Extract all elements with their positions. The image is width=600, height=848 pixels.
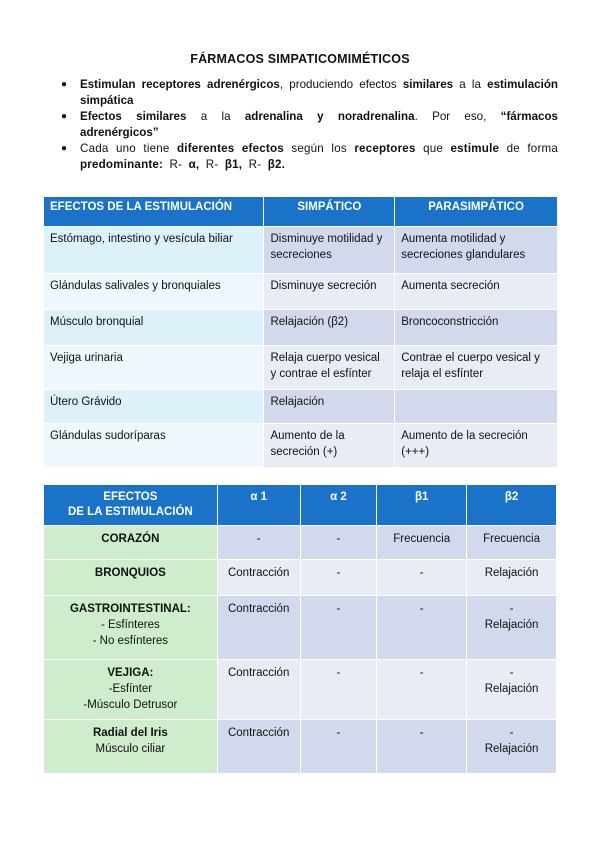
bullet-text: . Por eso, [414, 110, 501, 123]
page-title: FÁRMACOS SIMPATICOMIMÉTICOS [190, 52, 410, 66]
table-cell: Relajación (β2) [264, 310, 395, 346]
table-cell: Contracción [217, 596, 300, 660]
cell-line: Relajación [484, 619, 539, 631]
bullet-text: que [415, 142, 451, 155]
row-label-cell [44, 526, 218, 560]
receptor-effects-table [43, 484, 557, 774]
cell-line: Relajación [484, 683, 539, 695]
row-label: GASTROINTESTINAL: [69, 603, 191, 615]
table-cell: Contrae el cuerpo vesical y relaja el esfínter [395, 346, 558, 390]
table-cell: - [300, 526, 377, 560]
table-cell: - [300, 660, 377, 720]
table-row [44, 310, 558, 346]
bullet-text: Cada uno tiene [80, 142, 178, 155]
table-cell: Disminuye motilidad y secreciones [264, 227, 395, 274]
table-cell: Frecuencia [467, 526, 557, 560]
table-row [44, 274, 558, 310]
table-row [44, 424, 558, 468]
table-cell: Glándulas sudoríparas [44, 424, 264, 468]
table-cell [467, 720, 557, 774]
bullet-dot-icon: ● [61, 79, 68, 90]
table-cell: - [377, 560, 467, 596]
table-cell: Contracción [217, 720, 300, 774]
row-sublabel: Músculo ciliar [95, 743, 166, 755]
row-label-cell [44, 720, 218, 774]
table-cell: Aumenta motilidad y secreciones glandulares [395, 227, 558, 274]
bullet-item [58, 109, 558, 140]
bullet-text-bold: Estimulan receptores adrenérgicos [80, 78, 280, 91]
table-cell: Broncoconstricción [395, 310, 558, 346]
table-cell: Aumenta secreción [395, 274, 558, 310]
column-header: β1 [377, 485, 467, 526]
column-header: α 1 [217, 485, 300, 526]
row-sublabel: - Esfínteres [100, 619, 160, 631]
table-cell [467, 596, 557, 660]
row-label: CORAZÓN [101, 533, 160, 545]
row-label: BRONQUIOS [94, 567, 166, 579]
bullet-text-bold: β1, [224, 157, 249, 171]
column-header-line: EFECTOS [103, 491, 158, 503]
row-sublabel: -Músculo Detrusor [83, 699, 178, 711]
row-sublabel: - No esfínteres [92, 635, 169, 647]
row-label-cell [44, 560, 218, 596]
bullet-text: , produciendo efectos [279, 78, 403, 91]
table-cell: Frecuencia [377, 526, 467, 560]
bullet-text-bold: receptores [354, 142, 416, 155]
bullet-text: de forma [499, 142, 559, 155]
table-row [44, 660, 557, 720]
table-header-row [44, 197, 558, 227]
bullet-item [58, 77, 558, 108]
table-cell: Vejiga urinaria [44, 346, 264, 390]
bullet-text: según los [283, 142, 355, 155]
table-cell: Estómago, intestino y vesícula biliar [44, 227, 264, 274]
column-header: β2 [467, 485, 557, 526]
column-header: α 2 [300, 485, 377, 526]
cell-line: - [509, 727, 514, 739]
bullet-text: a la [186, 110, 245, 123]
bullet-text-bold: Efectos similares [80, 110, 187, 123]
bullet-list [58, 77, 558, 173]
row-label: VEJIGA: [107, 667, 154, 679]
bullet-text-bold: adrenalina y noradrenalina [244, 110, 415, 123]
table-cell [467, 660, 557, 720]
table-row [44, 227, 558, 274]
table-cell: Útero Grávido [44, 390, 264, 424]
row-label-cell [44, 660, 218, 720]
table-cell: Aumento de la secreción (+) [264, 424, 395, 468]
table-cell: Relajación [467, 560, 557, 596]
table-cell: Relaja cuerpo vesical y contrae el esfínter [264, 346, 395, 390]
column-header [44, 485, 218, 526]
column-header: SIMPÁTICO [264, 197, 395, 227]
row-label: Radial del Iris [92, 727, 168, 739]
table-cell: Aumento de la secreción (+++) [395, 424, 558, 468]
row-label-cell [44, 596, 218, 660]
table-cell: - [300, 596, 377, 660]
bullet-item [58, 141, 558, 172]
autonomic-effects-table [43, 196, 558, 468]
column-header: PARASIMPÁTICO [395, 197, 558, 227]
bullet-text-bold: α, [188, 157, 206, 171]
row-sublabel: -Esfínter [108, 683, 153, 695]
bullet-text: R- [163, 157, 189, 171]
bullet-dot-icon: ● [61, 143, 68, 154]
table-cell: Músculo bronquial [44, 310, 264, 346]
bullet-text-bold: estimule [450, 142, 500, 155]
table-cell: Disminuye secreción [264, 274, 395, 310]
table-cell: Relajación [264, 390, 395, 424]
bullet-text-bold: similares [402, 78, 454, 91]
table-cell: Contracción [217, 660, 300, 720]
table-cell: - [217, 526, 300, 560]
table-row [44, 390, 558, 424]
bullet-text: a la [453, 78, 488, 91]
table-cell: - [300, 560, 377, 596]
cell-line: Relajación [484, 743, 539, 755]
bullet-text: R- [205, 157, 225, 171]
column-header: EFECTOS DE LA ESTIMULACIÓN [44, 197, 264, 227]
table-cell: Contracción [217, 560, 300, 596]
table-row [44, 596, 557, 660]
cell-line: - [509, 667, 514, 679]
bullet-dot-icon: ● [61, 111, 68, 122]
table-cell: - [377, 596, 467, 660]
table-cell: Glándulas salivales y bronquiales [44, 274, 264, 310]
table-row [44, 346, 558, 390]
cell-line: - [509, 603, 514, 615]
column-header-line: DE LA ESTIMULACIÓN [67, 506, 193, 518]
table-cell: - [377, 720, 467, 774]
table-cell: - [377, 660, 467, 720]
table-cell: - [300, 720, 377, 774]
bullet-text-bold: estimulación simpática [80, 78, 558, 107]
bullet-text-bold: “fármacos adrenérgicos” [80, 110, 558, 139]
bullet-text-bold: predominante: [80, 157, 164, 171]
bullet-text: R- [248, 157, 268, 171]
bullet-text-bold: diferentes efectos [177, 142, 284, 155]
table-row [44, 526, 557, 560]
table-row [44, 560, 557, 596]
bullet-text-bold: β2. [267, 157, 286, 171]
table-cell [395, 390, 558, 424]
table-header-row [44, 485, 557, 526]
table-row [44, 720, 557, 774]
